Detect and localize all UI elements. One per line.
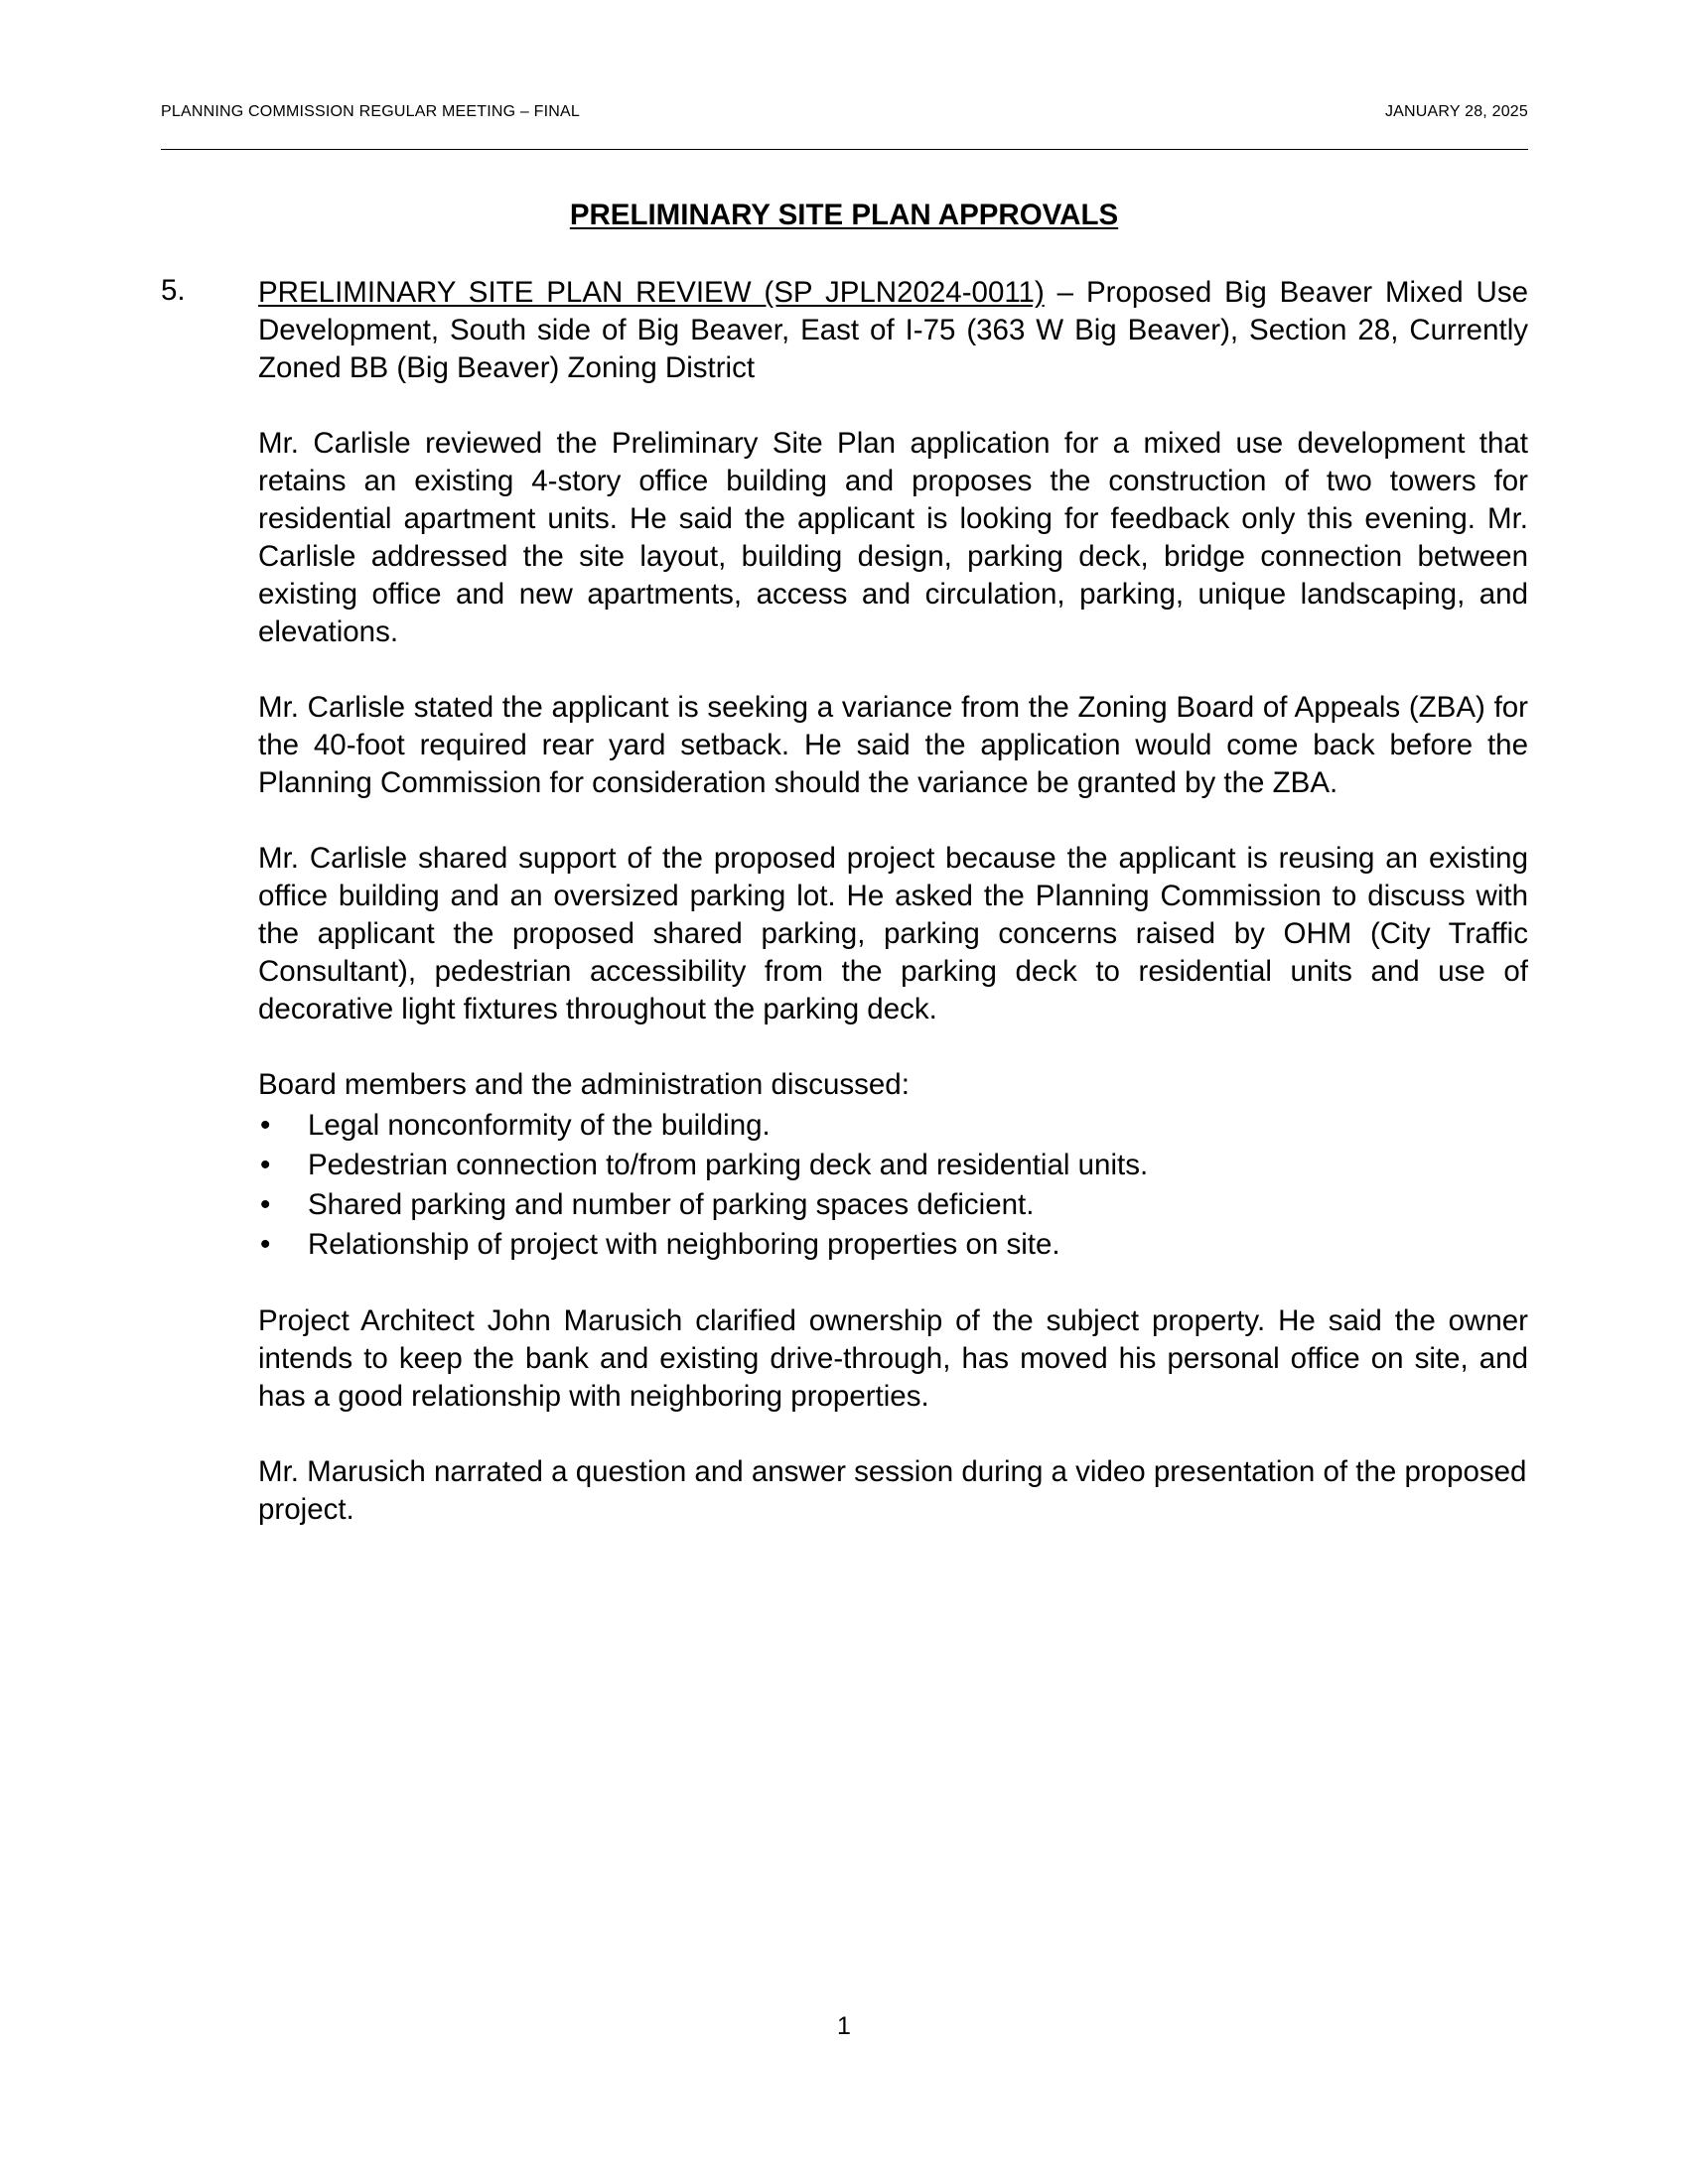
paragraph-support: Mr. Carlisle shared support of the proposed project because the applicant is reusing an existing office building and an oversized parking lot. He asked the Planning Commission to discuss with the applicant the proposed shared parking, parking concerns raised by OHM (City Traffic Consultant), pedestrian accessibility from the parking deck to residential units and use of decorative light fixtures throughout the parking deck. [258, 842, 1528, 1025]
list-item [258, 1185, 1528, 1225]
list-item-text: Relationship of project with neighboring properties on site. [308, 1228, 1060, 1261]
paragraph-presentation: Mr. Marusich narrated a question and answer session during a video presentation of the proposed project. [258, 1455, 1527, 1526]
paragraph-review: Mr. Carlisle reviewed the Preliminary Site Plan application for a mixed use development that retains an existing 4-story office building and proposes the construction of two towers for residential apartment units. He said the applicant is looking for feedback only this evening. Mr. Carlisle addressed the site layout, building design, parking deck, bridge connection between existing office and new apartments, access and circulation, parking, unique landscaping, and elevations. [258, 427, 1528, 648]
section-title: PRELIMINARY SITE PLAN APPROVALS [569, 199, 1119, 231]
list-item [258, 1225, 1528, 1265]
discussion-intro: Board members and the administration discussed: [258, 1068, 910, 1101]
item-description: – Proposed Big Beaver Mixed Use Development, South side of Big Beaver, East of I-75 (363 W Big Beaver), Section 28, Currently Zoned BB (Big Beaver) Zoning District [258, 276, 1528, 384]
list-item [258, 1106, 1528, 1146]
page-number: 1 [837, 2012, 851, 2040]
item-heading [258, 274, 1528, 387]
bullet-icon: • [260, 1109, 271, 1142]
header-meeting-title: PLANNING COMMISSION REGULAR MEETING – FINAL [161, 103, 580, 120]
header-divider [161, 149, 1528, 150]
list-item-text: Pedestrian connection to/from parking deck and residential units. [308, 1149, 1149, 1181]
list-item-text: Legal nonconformity of the building. [308, 1109, 771, 1142]
page-header [161, 103, 1528, 121]
list-item-text: Shared parking and number of parking spaces deficient. [308, 1188, 1035, 1221]
list-item [258, 1146, 1528, 1185]
bullet-icon: • [260, 1188, 271, 1221]
header-date: JANUARY 28, 2025 [1384, 103, 1528, 120]
bullet-icon: • [260, 1228, 271, 1261]
item-number: 5. [161, 274, 186, 307]
agenda-item-content [258, 274, 1528, 1567]
paragraph-architect: Project Architect John Marusich clarified ownership of the subject property. He said the owner intends to keep the bank and existing drive-through, has moved his personal office on site, and has a good relationship with neighboring properties. [258, 1304, 1528, 1413]
discussion-list [258, 1106, 1528, 1265]
bullet-icon: • [260, 1149, 271, 1181]
paragraph-variance: Mr. Carlisle stated the applicant is seeking a variance from the Zoning Board of Appeals (ZBA) for the 40-foot required rear yard setback. He said the application would come back before the Planning Commission for consideration should the variance be granted by the ZBA. [258, 691, 1528, 799]
item-title: PRELIMINARY SITE PLAN REVIEW (SP JPLN2024-0011) [258, 276, 1045, 309]
